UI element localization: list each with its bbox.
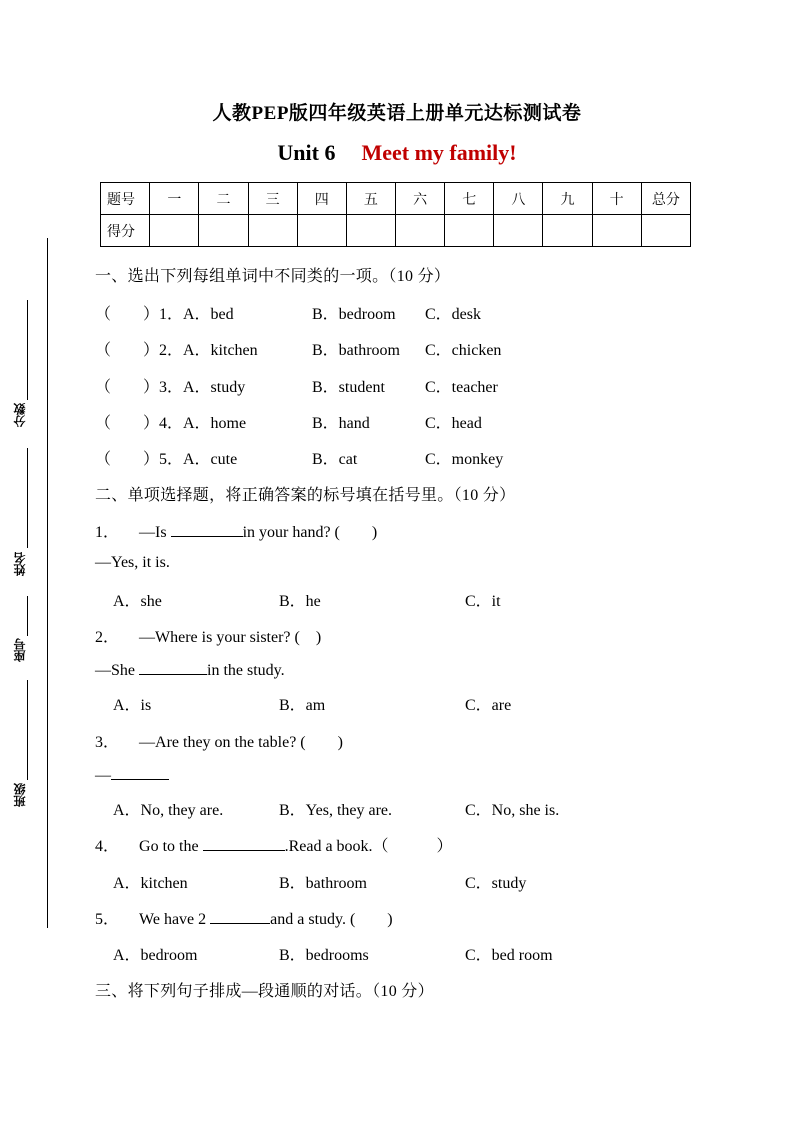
stem-text: .Read a book.（ ）	[284, 838, 453, 855]
section2-heading: 二、单项选择题，将正确答案的标号填在括号里。（10 分）	[95, 487, 516, 504]
s2-q2-stem	[95, 624, 321, 647]
answer-blank[interactable]	[171, 521, 243, 537]
s2-q2-reply	[95, 659, 285, 680]
s2-q4-option-b: B．bathroom	[279, 875, 367, 892]
score-entry-cell[interactable]	[494, 215, 543, 247]
score-entry-cell[interactable]	[641, 215, 690, 247]
s2-q3-stem	[95, 729, 343, 752]
s1-item5-option-c: C．monkey	[425, 451, 504, 468]
stem-text: We have 2	[139, 911, 211, 928]
s1-item4-stem: （ ）4．A．home	[95, 415, 247, 432]
score-entry-cell[interactable]	[297, 215, 346, 247]
s1-item1-option-c: C．desk	[425, 306, 482, 323]
table-cell: 五	[346, 183, 395, 215]
seat-side-label: 座号	[13, 638, 27, 662]
table-cell: 题号	[101, 183, 150, 215]
question-number: 1．	[95, 524, 120, 541]
answer-blank[interactable]	[139, 659, 207, 675]
stem-text: Go to the	[139, 838, 203, 855]
score-entry-cell[interactable]	[150, 215, 199, 247]
answer-blank[interactable]	[203, 835, 285, 851]
s1-item2-option-b: B．bathroom	[312, 342, 400, 359]
name-side-line	[27, 448, 28, 548]
question-number: 4．	[95, 838, 120, 855]
class-side-label: 班级	[13, 783, 27, 807]
score-side-line	[27, 300, 28, 400]
score-entry-cell[interactable]	[248, 215, 297, 247]
table-cell: 六	[396, 183, 445, 215]
stem-text: —Are they on the table? ( )	[139, 734, 343, 751]
table-cell: 八	[494, 183, 543, 215]
reply-text: —She	[95, 662, 139, 679]
s1-item2-option-c: C．chicken	[425, 342, 502, 359]
s1-item5-stem: （ ）5．A．cute	[95, 451, 238, 468]
section1-heading: 一、选出下列每组单词中不同类的一项。（10 分）	[95, 268, 451, 285]
s2-q5-option-a: A．bedroom	[113, 947, 198, 964]
score-side-label: 分数	[13, 403, 27, 427]
s1-item5-option-b: B．cat	[312, 451, 358, 468]
seat-side-line	[27, 596, 28, 636]
score-entry-cell[interactable]	[346, 215, 395, 247]
s2-q2-option-a: A．is	[113, 697, 152, 714]
table-cell: 得分	[101, 215, 150, 247]
s2-q1-stem	[95, 519, 377, 542]
s2-q1-option-b: B．he	[279, 593, 321, 610]
class-side-line	[27, 680, 28, 780]
stem-text: and a study. ( )	[270, 911, 393, 928]
s2-q1-option-c: C．it	[465, 593, 501, 610]
s2-q4-option-c: C．study	[465, 875, 527, 892]
s1-item1-option-b: B．bedroom	[312, 306, 396, 323]
score-entry-cell[interactable]	[592, 215, 641, 247]
unit-heading	[0, 140, 794, 166]
s1-item4-option-b: B．hand	[312, 415, 370, 432]
table-cell: 总分	[641, 183, 690, 215]
s2-q3-option-b: B．Yes, they are.	[279, 802, 393, 819]
s2-q1-reply: —Yes, it is.	[95, 554, 170, 571]
stem-text: —Where is your sister? ( )	[139, 629, 322, 646]
s2-q5-option-b: B．bedrooms	[279, 947, 369, 964]
table-cell: 九	[543, 183, 592, 215]
s1-item1-stem: （ ）1．A．bed	[95, 306, 234, 323]
table-cell: 二	[199, 183, 248, 215]
s1-item3-stem: （ ）3．A．study	[95, 379, 246, 396]
score-entry-cell[interactable]	[445, 215, 494, 247]
s2-q3-option-a: A．No, they are.	[113, 802, 224, 819]
score-table-header-row	[101, 183, 691, 215]
unit-topic: Meet my family!	[361, 140, 517, 165]
table-cell: 三	[248, 183, 297, 215]
name-side-label: 姓名	[13, 552, 27, 576]
s2-q4-stem	[95, 833, 453, 856]
question-number: 3．	[95, 734, 120, 751]
table-cell: 十	[592, 183, 641, 215]
question-number: 2．	[95, 629, 120, 646]
score-table-score-row	[101, 215, 691, 247]
s2-q5-stem	[95, 906, 393, 929]
s1-item2-stem: （ ）2．A．kitchen	[95, 342, 258, 359]
s2-q3-option-c: C．No, she is.	[465, 802, 560, 819]
question-number: 5．	[95, 911, 120, 928]
score-entry-cell[interactable]	[543, 215, 592, 247]
stem-text: —Is	[139, 524, 171, 541]
section3-heading: 三、将下列句子排成—段通顺的对话。（10 分）	[95, 983, 434, 1000]
exam-title: 人教PEP版四年级英语上册单元达标测试卷	[212, 103, 582, 124]
s1-item3-option-b: B．student	[312, 379, 385, 396]
reply-text: —	[95, 767, 111, 784]
s2-q4-option-a: A．kitchen	[113, 875, 188, 892]
reply-text: in the study.	[207, 662, 285, 679]
s2-q1-option-a: A．she	[113, 593, 162, 610]
s1-item4-option-c: C．head	[425, 415, 482, 432]
score-entry-cell[interactable]	[396, 215, 445, 247]
s2-q2-option-c: C．are	[465, 697, 512, 714]
score-entry-cell[interactable]	[199, 215, 248, 247]
table-cell: 一	[150, 183, 199, 215]
unit-number: Unit 6	[277, 140, 336, 165]
s2-q2-option-b: B．am	[279, 697, 326, 714]
answer-blank[interactable]	[111, 764, 169, 780]
margin-rule	[47, 238, 48, 928]
s1-item3-option-c: C．teacher	[425, 379, 498, 396]
table-cell: 七	[445, 183, 494, 215]
stem-text: in your hand? ( )	[242, 524, 378, 541]
s2-q3-reply	[95, 764, 169, 785]
score-table	[100, 182, 691, 247]
s2-q5-option-c: C．bed room	[465, 947, 553, 964]
table-cell: 四	[297, 183, 346, 215]
answer-blank[interactable]	[210, 908, 270, 924]
